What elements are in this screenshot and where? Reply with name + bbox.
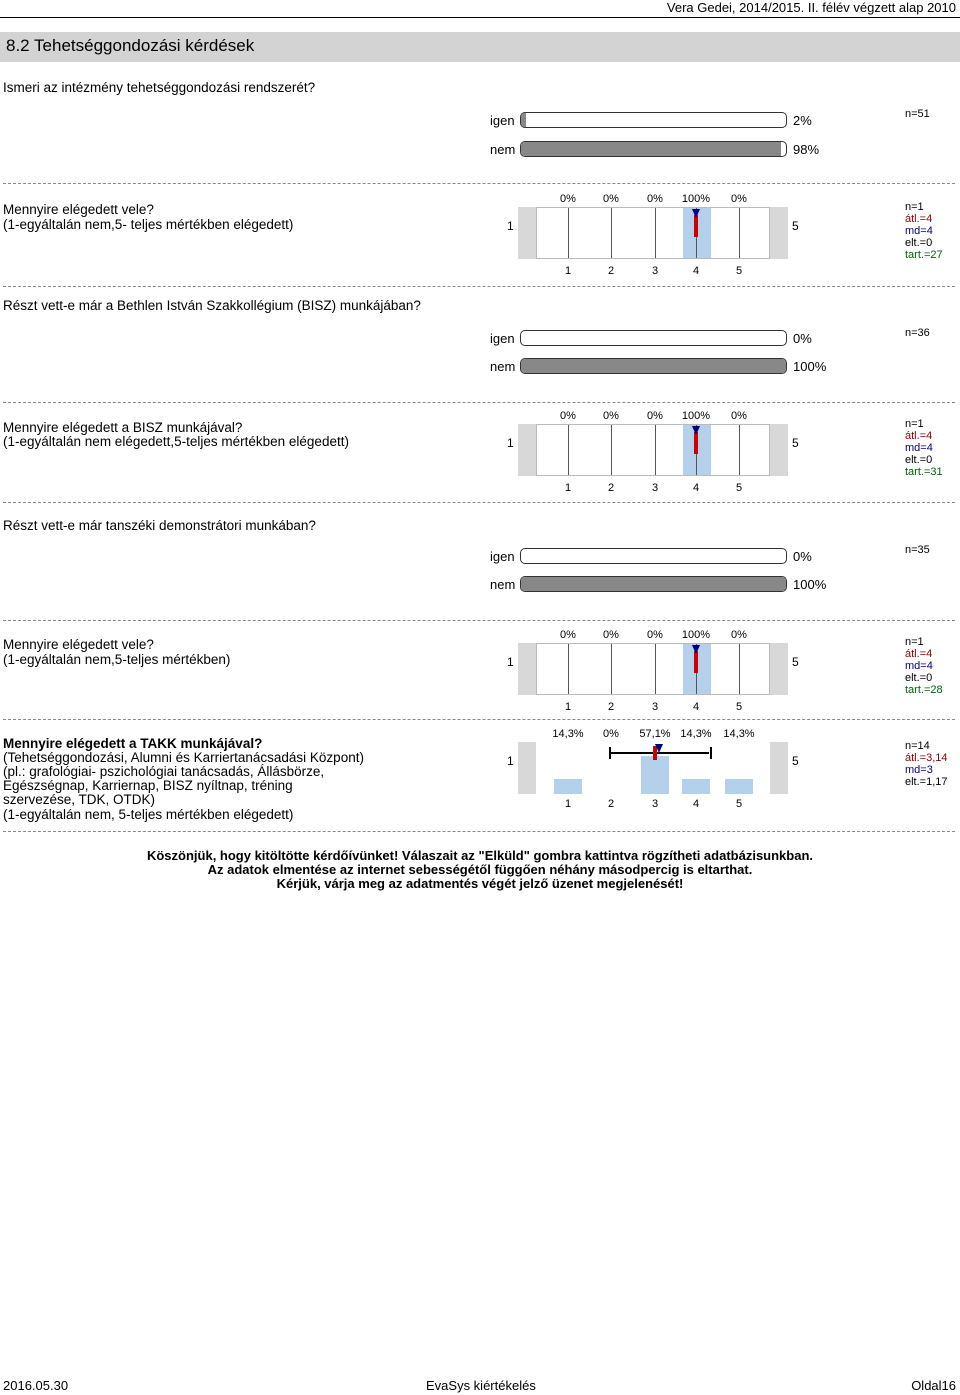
- q4-scale: [500, 412, 830, 492]
- q6-elt: elt.=0: [905, 672, 933, 684]
- q4-tick-label-4: 4: [692, 482, 700, 494]
- q2-tick-label-3: 3: [651, 265, 659, 277]
- q4-md: md=4: [905, 442, 933, 454]
- q2-mean-marker: [692, 209, 700, 218]
- q4-n: n=1: [905, 418, 924, 430]
- q4-left-label: 1: [507, 436, 514, 450]
- q7-tick-label-5: 5: [735, 798, 743, 810]
- q5-label-nem: nem: [490, 577, 516, 592]
- q4-gridline-1: [568, 425, 569, 475]
- q7-bar-4: [682, 779, 710, 794]
- q7-pct-5: 14,3%: [723, 728, 755, 740]
- question-7-line3: (pl.: grafológiai- pszichológiai tanácsadás, Állásbörze,: [3, 764, 325, 779]
- q5-pct-igen: 0%: [793, 549, 812, 564]
- q6-left-bar: [518, 643, 536, 695]
- q3-bar-nem: [520, 358, 787, 374]
- q7-md: md=3: [905, 764, 933, 776]
- q4-tick-label-1: 1: [564, 482, 572, 494]
- question-7-line2: (Tehetséggondozási, Alumni és Karriertanácsadási Központ): [3, 750, 364, 765]
- divider: [3, 620, 955, 621]
- divider: [3, 831, 955, 832]
- question-2-scale-note: (1-egyáltalán nem,5- teljes mértékben elégedett): [3, 217, 294, 232]
- q5-bar-igen: [520, 548, 787, 564]
- q6-atl: átl.=4: [905, 648, 933, 660]
- q2-md: md=4: [905, 225, 933, 237]
- q7-scale: [500, 728, 830, 810]
- q7-left-bar: [518, 742, 536, 794]
- q4-median-marker: [694, 432, 698, 454]
- q4-tart: tart.=31: [905, 466, 943, 478]
- q6-gridline-5: [739, 644, 740, 694]
- q1-pct-nem: 98%: [793, 142, 820, 157]
- q4-elt: elt.=0: [905, 454, 933, 466]
- q3-label-igen: igen: [490, 331, 515, 346]
- q6-tick-label-3: 3: [651, 701, 659, 713]
- q6-median-marker: [694, 651, 698, 673]
- q4-pct-3: 0%: [647, 410, 663, 422]
- q4-gridline-3: [655, 425, 656, 475]
- q6-tick-label-1: 1: [564, 701, 572, 713]
- q6-n: n=1: [905, 636, 924, 648]
- q4-pct-5: 0%: [731, 410, 747, 422]
- q1-label-nem: nem: [490, 142, 516, 157]
- question-7-line4: Egészségnap, Karriernap, BISZ nyíltnap, tréning: [3, 778, 293, 793]
- question-3: Részt vett-e már a Bethlen István Szakkollégium (BISZ) munkájában?: [3, 298, 421, 313]
- q7-right-bar: [770, 742, 788, 794]
- q3-pct-igen: 0%: [793, 331, 812, 346]
- q2-tart: tart.=27: [905, 249, 943, 261]
- question-7-main: Mennyire elégedett a TAKK munkájával?: [3, 736, 263, 751]
- q6-mean-marker: [692, 645, 700, 654]
- q3-pct-nem: 100%: [793, 359, 827, 374]
- q3-n: n=36: [905, 327, 930, 339]
- q7-atl: átl.=3,14: [905, 752, 948, 764]
- q3-label-nem: nem: [490, 359, 516, 374]
- q7-bar-5: [725, 779, 753, 794]
- q1-bar-igen: [520, 112, 787, 128]
- q2-atl: átl.=4: [905, 213, 933, 225]
- q7-stats: [905, 740, 948, 788]
- q6-gridline-3: [655, 644, 656, 694]
- q4-pct-4: 100%: [681, 410, 711, 422]
- question-7-line6: (1-egyáltalán nem, 5-teljes mértékben elégedett): [3, 807, 294, 822]
- q4-right-bar: [770, 424, 788, 476]
- q7-bar-1: [554, 779, 582, 794]
- question-5: Részt vett-e már tanszéki demonstrátori munkában?: [3, 518, 316, 533]
- q4-mean-marker: [692, 426, 700, 435]
- q2-tick-label-4: 4: [692, 265, 700, 277]
- q4-gridline-2: [611, 425, 612, 475]
- q2-left-label: 1: [507, 219, 514, 233]
- header-rule: [0, 17, 960, 18]
- q7-n: n=14: [905, 740, 930, 752]
- q6-pct-4: 100%: [681, 629, 711, 641]
- q2-left-bar: [518, 207, 536, 259]
- q4-tick-label-5: 5: [735, 482, 743, 494]
- q6-gridline-1: [568, 644, 569, 694]
- q6-scale: [500, 631, 830, 711]
- q4-atl: átl.=4: [905, 430, 933, 442]
- q4-tick-label-3: 3: [651, 482, 659, 494]
- q4-pct-1: 0%: [560, 410, 576, 422]
- q6-pct-5: 0%: [731, 629, 747, 641]
- q2-pct-4: 100%: [681, 193, 711, 205]
- q2-tick-label-5: 5: [735, 265, 743, 277]
- q6-right-label: 5: [792, 655, 799, 669]
- q1-n: n=51: [905, 108, 930, 120]
- q7-right-label: 5: [792, 754, 799, 768]
- section-title: 8.2 Tehetséggondozási kérdések: [6, 36, 255, 55]
- header-meta: Vera Gedei, 2014/2015. II. félév végzett alap 2010: [666, 0, 956, 15]
- q6-tart: tart.=28: [905, 684, 943, 696]
- q2-gridline-5: [739, 208, 740, 258]
- q6-pct-2: 0%: [603, 629, 619, 641]
- q2-tick-label-2: 2: [607, 265, 615, 277]
- divider: [3, 502, 955, 503]
- q7-tick-label-4: 4: [692, 798, 700, 810]
- q2-tick-label-1: 1: [564, 265, 572, 277]
- q4-tick-label-2: 2: [607, 482, 615, 494]
- footer-date: 2016.05.30: [3, 1378, 69, 1393]
- question-7-line5: szervezése, TDK, OTDK): [3, 792, 156, 807]
- q7-sd-cap-right: [710, 747, 712, 759]
- question-6-title: Mennyire elégedett vele?: [3, 637, 154, 652]
- question-7-title: [3, 736, 262, 751]
- q1-bar-nem: [520, 141, 787, 157]
- q5-label-igen: igen: [490, 549, 515, 564]
- q7-elt: elt.=1,17: [905, 776, 948, 788]
- divider: [3, 719, 955, 720]
- q4-stats: [905, 418, 943, 478]
- thanks-line-1: Köszönjük, hogy kitöltötte kérdőívünket! Válaszait az "Elküld" gombra kattintva rögzítheti adatbázisunkban.: [146, 848, 814, 863]
- q6-left-label: 1: [507, 655, 514, 669]
- q5-bar-nem: [520, 576, 787, 592]
- q2-right-bar: [770, 207, 788, 259]
- question-2-title: Mennyire elégedett vele?: [3, 202, 154, 217]
- q7-pct-1: 14,3%: [552, 728, 584, 740]
- q6-tick-label-4: 4: [692, 701, 700, 713]
- q7-bar-3: [641, 756, 669, 794]
- q4-left-bar: [518, 424, 536, 476]
- q7-tick-label-2: 2: [607, 798, 615, 810]
- q2-pct-2: 0%: [603, 193, 619, 205]
- q2-plot-area: [536, 207, 770, 259]
- q4-right-label: 5: [792, 436, 799, 450]
- q2-median-marker: [694, 215, 698, 237]
- q7-mean-marker: [655, 744, 663, 753]
- q3-bar-igen: [520, 330, 787, 346]
- q2-right-label: 5: [792, 219, 799, 233]
- divider: [3, 183, 955, 184]
- q7-tick-label-1: 1: [564, 798, 572, 810]
- q2-gridline-3: [655, 208, 656, 258]
- q2-pct-5: 0%: [731, 193, 747, 205]
- footer-center: EvaSys kiértékelés: [426, 1378, 536, 1393]
- footer-page: Oldal16: [911, 1378, 956, 1393]
- q6-stats: [905, 636, 943, 696]
- q6-plot-area: [536, 643, 770, 695]
- q2-gridline-1: [568, 208, 569, 258]
- q4-pct-2: 0%: [603, 410, 619, 422]
- q6-tick-label-5: 5: [735, 701, 743, 713]
- q7-sd-cap-left: [609, 747, 611, 759]
- divider: [3, 286, 955, 287]
- question-6-scale-note: (1-egyáltalán nem,5-teljes mértékben): [3, 652, 231, 667]
- q4-gridline-5: [739, 425, 740, 475]
- q6-pct-1: 0%: [560, 629, 576, 641]
- q2-pct-1: 0%: [560, 193, 576, 205]
- q4-plot-area: [536, 424, 770, 476]
- q2-pct-3: 0%: [647, 193, 663, 205]
- q6-md: md=4: [905, 660, 933, 672]
- q7-pct-3: 57,1%: [639, 728, 671, 740]
- q7-left-label: 1: [507, 754, 514, 768]
- q2-gridline-2: [611, 208, 612, 258]
- question-4-title: Mennyire elégedett a BISZ munkájával?: [3, 420, 243, 435]
- question-4-scale-note: (1-egyáltalán nem elégedett,5-teljes mértékben elégedett): [3, 434, 349, 449]
- q2-stats: [905, 201, 943, 261]
- q5-pct-nem: 100%: [793, 577, 827, 592]
- q2-scale: [500, 195, 830, 275]
- q6-gridline-2: [611, 644, 612, 694]
- question-1: Ismeri az intézmény tehetséggondozási rendszerét?: [3, 80, 316, 95]
- q1-pct-igen: 2%: [793, 113, 812, 128]
- thanks-line-3: Kérjük, várja meg az adatmentés végét jelző üzenet megjelenését!: [276, 876, 684, 891]
- divider: [3, 402, 955, 403]
- q6-pct-3: 0%: [647, 629, 663, 641]
- q7-pct-4: 14,3%: [680, 728, 712, 740]
- q6-right-bar: [770, 643, 788, 695]
- q1-label-igen: igen: [490, 113, 515, 128]
- q2-n: n=1: [905, 201, 924, 213]
- q7-pct-2: 0%: [603, 728, 619, 740]
- q7-tick-label-3: 3: [651, 798, 659, 810]
- q6-tick-label-2: 2: [607, 701, 615, 713]
- q2-elt: elt.=0: [905, 237, 933, 249]
- thanks-line-2: Az adatok elmentése az internet sebességétől függően néhány másodpercig is eltarthat.: [207, 862, 753, 877]
- q5-n: n=35: [905, 544, 930, 556]
